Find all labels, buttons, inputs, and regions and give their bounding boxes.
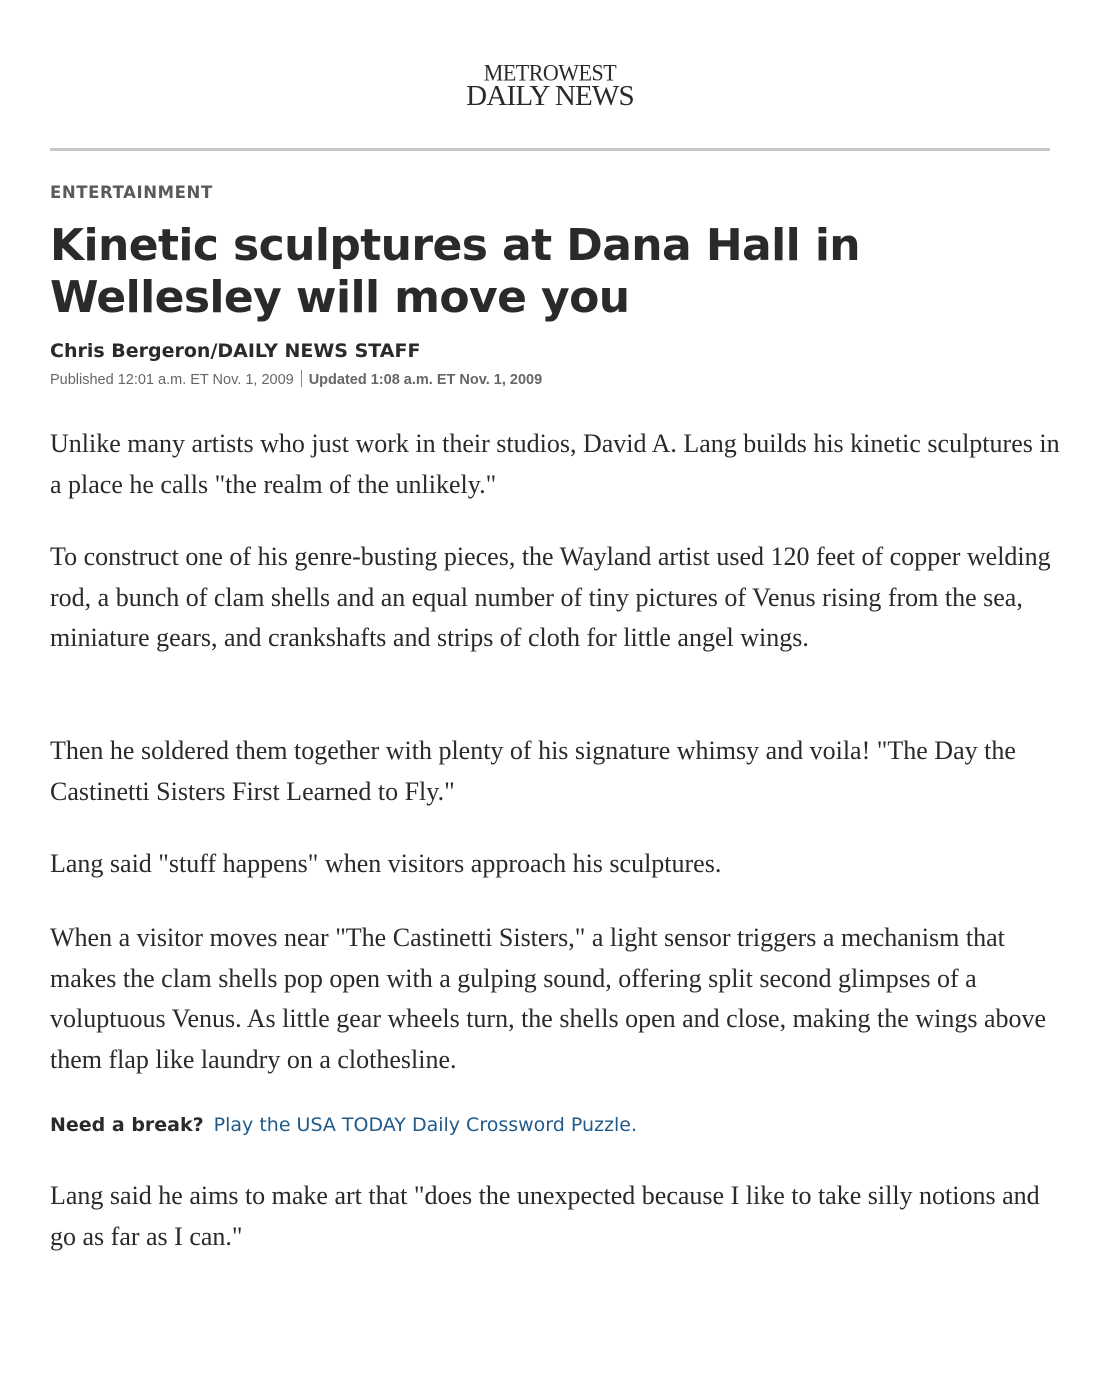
article-paragraph-2: To construct one of his genre-busting pieces, the Wayland artist used 120 feet of copper welding rod, a bunch of clam shells and an equal number of tiny pictures of Venus rising from the sea, miniature gears, and crankshafts and strips of cloth for little angel wings. <box>50 542 1051 652</box>
crossword-link[interactable]: Play the USA TODAY Daily Crossword Puzzle. <box>213 1114 637 1136</box>
crossword-promo <box>50 1114 637 1137</box>
header-divider <box>50 148 1050 151</box>
promo-lead: Need a break? <box>50 1114 204 1136</box>
article-paragraph-6: Lang said he aims to make art that "does the unexpected because I like to take silly notions and go as far as I can." <box>50 1181 1040 1251</box>
masthead-logo[interactable] <box>0 59 1100 112</box>
article-headline: Kinetic sculptures at Dana Hall in Wellesley will move you <box>50 220 861 323</box>
masthead-line-2: DAILY NEWS <box>466 80 634 112</box>
article-paragraph-4: Lang said "stuff happens" when visitors approach his sculptures. <box>50 849 722 878</box>
date-separator <box>301 370 302 387</box>
article-paragraph-3: Then he soldered them together with plenty of his signature whimsy and voila! "The Day the Castinetti Sisters First Learned to Fly." <box>50 736 1016 806</box>
updated-date: Updated 1:08 a.m. ET Nov. 1, 2009 <box>308 372 543 388</box>
published-date: Published 12:01 a.m. ET Nov. 1, 2009 <box>50 372 294 388</box>
masthead-line-1: METROWEST <box>483 59 617 86</box>
article-byline: Chris Bergeron/DAILY NEWS STAFF <box>50 340 421 362</box>
section-label[interactable]: ENTERTAINMENT <box>50 183 213 202</box>
article-dates <box>50 370 542 388</box>
article-paragraph-1: Unlike many artists who just work in their studios, David A. Lang builds his kinetic sculptures in a place he calls "the realm of the unlikely." <box>50 429 1060 499</box>
article-paragraph-5: When a visitor moves near "The Castinetti Sisters," a light sensor triggers a mechanism that makes the clam shells pop open with a gulping sound, offering split second glimpses of a voluptuous Venus. As little gear wheels turn, the shells open and close, making the wings above them flap like laundry on a clothesline. <box>50 923 1047 1074</box>
